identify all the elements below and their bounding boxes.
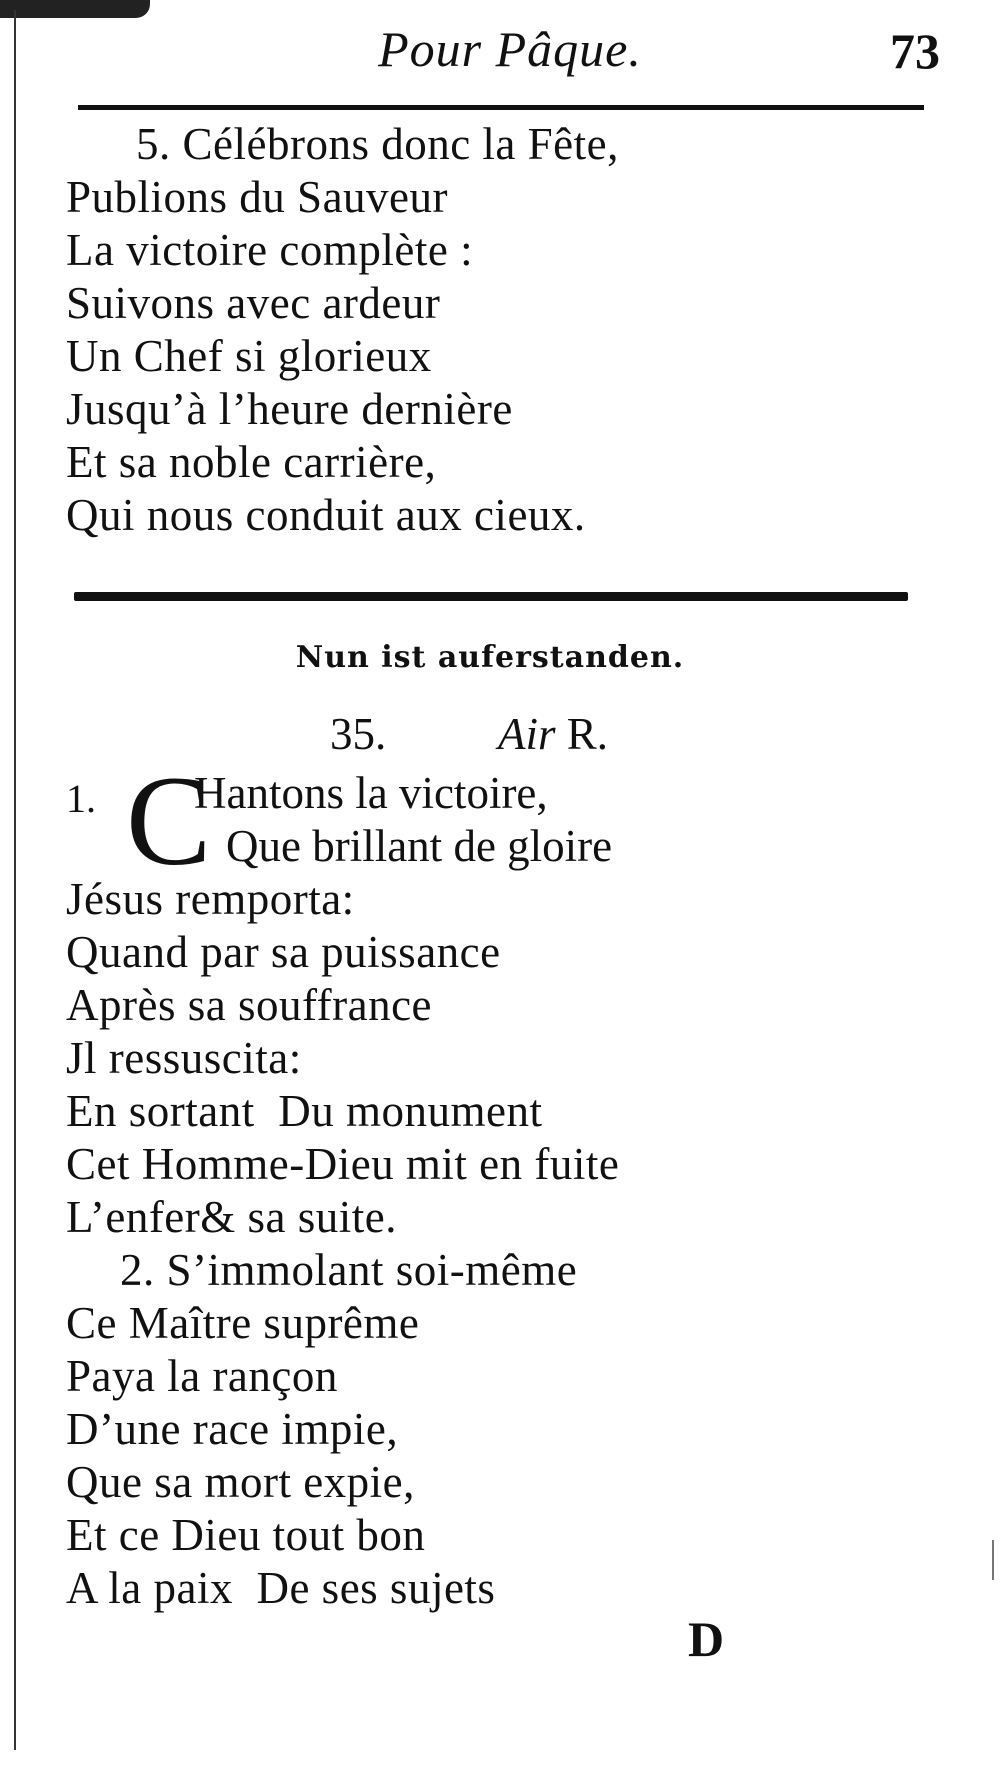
verse-line: Un Chef si glorieux bbox=[66, 331, 432, 381]
verse-line: Jl ressuscita: bbox=[66, 1033, 302, 1083]
binding-margin-line bbox=[14, 10, 16, 1750]
page-edge-mark bbox=[992, 1540, 994, 1580]
verse-line: Hantons la victoire, bbox=[194, 768, 548, 818]
verse-line: Et ce Dieu tout bon bbox=[66, 1510, 426, 1560]
section-divider-rule bbox=[74, 592, 908, 601]
verse-line: L’enfer& sa suite. bbox=[66, 1192, 397, 1242]
hymn-number: 35. bbox=[330, 709, 387, 759]
hymn-german-title: Nun ist auferstanden. bbox=[295, 640, 685, 675]
page-number: 73 bbox=[890, 23, 940, 79]
corner-ink-mark bbox=[0, 0, 150, 18]
verse-line: Quand par sa puissance bbox=[66, 927, 501, 977]
verse-line: Jésus remporta: bbox=[66, 874, 355, 924]
stanza-number: 1. bbox=[66, 776, 96, 821]
air-letter: R. bbox=[566, 709, 609, 759]
verse-line: Que sa mort expie, bbox=[66, 1457, 415, 1507]
verse-line: Que brillant de gloire bbox=[226, 821, 613, 871]
verse-line: Et sa noble carrière, bbox=[66, 437, 437, 487]
verse-line: Ce Maître suprême bbox=[66, 1298, 420, 1348]
header-rule bbox=[78, 105, 924, 110]
air-word: Air bbox=[498, 709, 556, 759]
running-header-title: Pour Pâque. bbox=[378, 21, 642, 77]
drop-cap: C bbox=[126, 750, 212, 892]
verse-line: Après sa souffrance bbox=[66, 980, 433, 1030]
verse-five bbox=[66, 118, 946, 542]
verse-line: 5. Célébrons donc la Fête, bbox=[136, 119, 619, 169]
verse-line: Publions du Sauveur bbox=[66, 172, 449, 222]
verse-line: A la paix De ses sujets bbox=[66, 1563, 496, 1613]
stanza-two bbox=[66, 1244, 946, 1615]
hymn-air-indication bbox=[498, 708, 608, 760]
verse-line: En sortant Du monument bbox=[66, 1086, 543, 1136]
verse-line: Suivons avec ardeur bbox=[66, 278, 441, 328]
catchword: D bbox=[688, 1611, 725, 1667]
verse-line: La victoire complète : bbox=[66, 225, 474, 275]
verse-line: Cet Homme-Dieu mit en fuite bbox=[66, 1139, 620, 1189]
verse-line: Paya la rançon bbox=[66, 1351, 338, 1401]
verse-line: 2. S’immolant soi-même bbox=[120, 1245, 578, 1295]
verse-line: Jusqu’à l’heure dernière bbox=[66, 384, 513, 434]
verse-line: D’une race impie, bbox=[66, 1404, 399, 1454]
stanza-one bbox=[66, 873, 946, 1244]
verse-line: Qui nous conduit aux cieux. bbox=[66, 490, 586, 540]
